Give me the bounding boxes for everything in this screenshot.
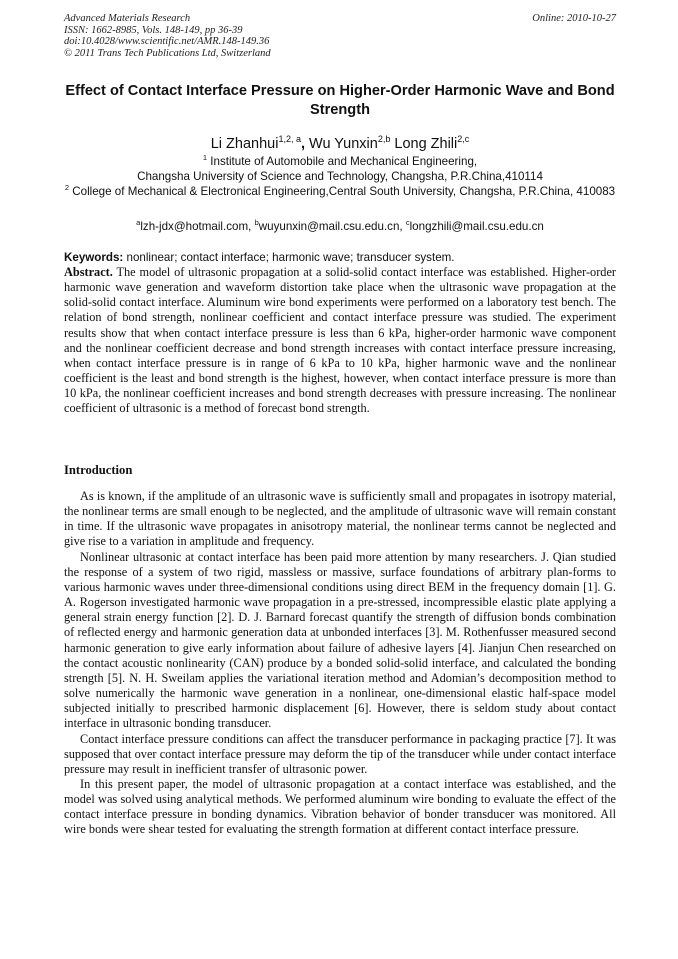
affiliation-text: Changsha University of Science and Technology, Changsha, P.R.China,410114 <box>137 169 543 183</box>
paragraph: Nonlinear ultrasonic at contact interface has been paid more attention by many researchers. J. Qian studied the response of a system of two rigid, massless or massive, surface foundations of arbitrary plan-forms to various harmonic waves under three-dimensional conditions using direct BEM in the frequency domain [1]. G. A. Rogerson investigated harmonic wave propagation in a pre-stressed, incompressible elastic plate applying a general strain energy function [2]. D. J. Barnard forecast quantify the strength of diffusion bonds combination of reflected energy and harmonic generation data at unbonded interfaces [3]. M. Rothenfusser measured second harmonic generation to give early information about failure of adhesive layers [4]. Jianjun Chen researched on the contact acoustic nonlinearity (CAN) produce by a bonded solid-solid interface, and calculated the bonding strength [5]. N. H. Sweilam applies the variational iteration method and Adomian’s decomposition method to solve numerically the harmonic wave generation in a nonlinear, one-dimensional elastic half-space model subjected initially to prescribed harmonic displacement [6]. However, there is seldom study about contact interface in ultrasonic bonding transducer. <box>64 549 616 731</box>
paragraph: In this present paper, the model of ultrasonic propagation at a contact interface was established, and the model was solved using analytical methods. We performed aluminum wire bonding to evaluate the effect of the contact interface pressure in bonding dynamics. Vibration behavior of bonder transducer was monitored. All wire bonds were shear tested for evaluating the strength formation at different contact interface pressure. <box>64 776 616 837</box>
email-mark: a <box>136 218 141 227</box>
affiliation-number: 2 <box>64 183 70 192</box>
email-link[interactable]: lzh-jdx@hotmail.com, <box>140 219 252 233</box>
section-heading-introduction: Introduction <box>64 463 133 477</box>
paragraph: As is known, if the amplitude of an ultrasonic wave is sufficiently small and propagates in isotropy material, the nonlinear terms are small enough to be neglected, and the amplitude of ultrasonic wave will remain constant in time. If the ultrasonic wave propagates in anisotropy material, the nonlinear terms cannot be neglected and give rise to a variation in amplitude and frequency. <box>64 489 616 549</box>
abstract <box>64 265 616 417</box>
running-header <box>64 13 616 59</box>
paragraph: Contact interface pressure conditions can affect the transducer performance in packaging practice [7]. It was supposed that over contact interface pressure may deform the tip of the transducer while under contact interface pressure may result in inefficient transfer of ultrasonic power. <box>64 731 616 776</box>
journal-name: Advanced Materials Research <box>64 13 191 24</box>
affiliation-2 <box>62 180 618 199</box>
author-name: Wu Yunxin <box>309 135 378 152</box>
affiliation-1 <box>62 150 618 184</box>
affiliation-text: Institute of Automobile and Mechanical Engineering, <box>210 154 478 168</box>
paper-title: Effect of Contact Interface Pressure on Higher-Order Harmonic Wave and Bond Strength <box>65 83 615 118</box>
online-date: Online: 2010-10-27 <box>532 13 616 24</box>
email-mark: b <box>254 218 259 227</box>
author-affiliation-mark: 2,c <box>457 134 470 144</box>
keywords-text: nonlinear; contact interface; harmonic wave; transducer system. <box>126 251 455 264</box>
issn-line: ISSN: 1662-8985, Vols. 148-149, pp 36-39 <box>64 24 243 36</box>
affiliation-text: College of Mechanical & Electronical Engineering,Central South University, Changsha, P.R.China, 410083 <box>72 184 616 198</box>
email-mark: c <box>405 218 410 227</box>
author-affiliation-mark: 1,2, a <box>278 134 301 144</box>
copyright-line: © 2011 Trans Tech Publications Ltd, Switzerland <box>64 47 271 59</box>
email-link[interactable]: longzhili@mail.csu.edu.cn <box>409 219 544 233</box>
keywords <box>64 250 616 265</box>
doi-line: doi:10.4028/www.scientific.net/AMR.148-149.36 <box>64 36 270 47</box>
email-link[interactable]: wuyunxin@mail.csu.edu.cn, <box>258 219 403 233</box>
author-separator: , <box>300 135 305 152</box>
keywords-label: Keywords: <box>64 251 124 264</box>
author-emails <box>62 215 618 234</box>
author-name: Li Zhanhui <box>210 135 279 152</box>
abstract-label: Abstract. <box>64 265 113 279</box>
affiliation-number: 1 <box>202 153 208 162</box>
introduction-body <box>64 489 616 838</box>
author-affiliation-mark: 2,b <box>377 134 391 144</box>
author-name: Long Zhili <box>394 135 458 152</box>
abstract-text: The model of ultrasonic propagation at a solid-solid contact interface was established. Higher-order harmonic wave generation and waveform distortion take place when the ultrasonic wave propagation at the solid-solid contact interface. Aluminum wire bond experiments were performed on a laboratory test bench. The relation of bond strength, nonlinear coefficient and contact interface pressure was studied. The experiment results show that when contact interface pressure is less than 6 kPa, higher-order harmonic wave component and the nonlinear coefficient decrease and bond strength increases with contact interface pressure increasing, when contact interface pressure is in range of 6 kPa to 10 kPa, higher harmonic wave and the nonlinear coefficient is the least and bond strength is the highest, however, when contact interface pressure is more than 10 kPa, the nonlinear coefficient increases and bond strength decreases with pressure increasing. The nonlinear coefficient of ultrasonic is a method of forecast bond strength. <box>64 265 616 416</box>
